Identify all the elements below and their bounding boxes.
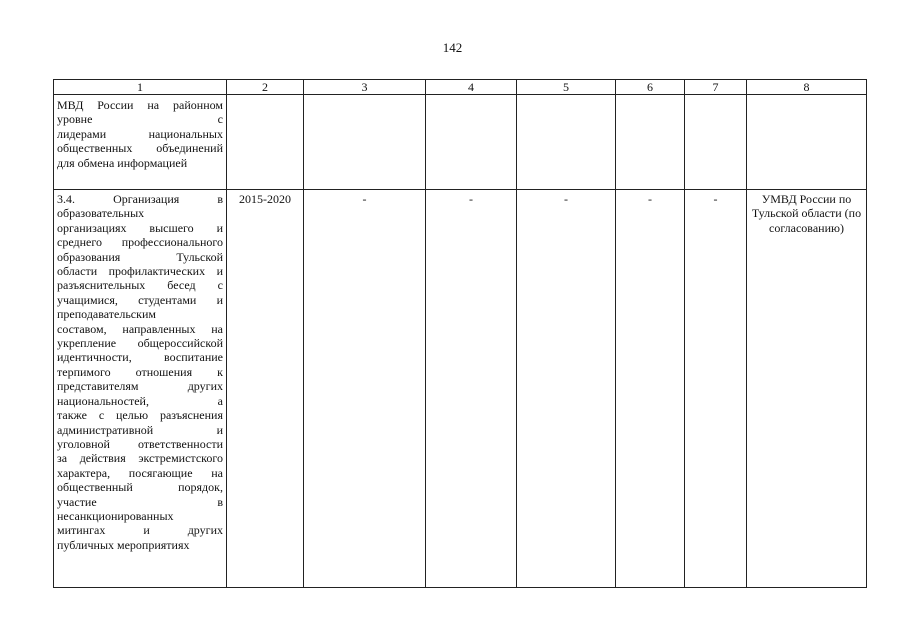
desc-line: образования Тульской <box>57 249 223 264</box>
desc-line: лидерами национальных <box>57 126 223 141</box>
executor-cell: УМВД России по Тульской области (по согласованию) <box>747 190 867 588</box>
row2-description <box>54 190 227 588</box>
desc-line: организациях высшего и <box>57 220 223 235</box>
row1-cell-8 <box>747 95 867 190</box>
desc-line: за действия экстремистского <box>57 451 223 466</box>
desc-line: области профилактических и <box>57 264 223 279</box>
desc-line: среднего профессионального <box>57 235 223 250</box>
desc-line: административной и <box>57 422 223 437</box>
col-header-1: 1 <box>54 80 227 95</box>
desc-line: также с целью разъяснения <box>57 408 223 423</box>
desc-line: преподавательским <box>57 307 156 322</box>
table-row <box>54 95 867 190</box>
desc-line: 3.4. Организация в <box>57 192 223 206</box>
header-row <box>54 80 867 95</box>
col-header-3: 3 <box>304 80 426 95</box>
row2-cell-5: - <box>517 190 616 588</box>
desc-line: МВД России на районном <box>57 98 223 112</box>
col-header-2: 2 <box>227 80 304 95</box>
col-header-5: 5 <box>517 80 616 95</box>
row2-cell-3: - <box>304 190 426 588</box>
row2-cell-6: - <box>616 190 685 588</box>
page-number: 142 <box>442 40 463 55</box>
row1-cell-2 <box>227 95 304 190</box>
desc-line: разъяснительных бесед с <box>57 278 223 293</box>
desc-line: национальностей, а <box>57 393 223 408</box>
desc-line: несанкционированных <box>57 508 174 523</box>
col-header-6: 6 <box>616 80 685 95</box>
row1-description <box>54 95 227 190</box>
desc-line: участие в <box>57 494 223 509</box>
col-header-7: 7 <box>685 80 747 95</box>
col-header-4: 4 <box>426 80 517 95</box>
row2-cell-4: - <box>426 190 517 588</box>
desc-line: общественных объединений <box>57 141 223 156</box>
row1-cell-3 <box>304 95 426 190</box>
desc-line: терпимого отношения к <box>57 364 223 379</box>
measures-table <box>53 79 867 588</box>
desc-line: публичных мероприятиях <box>57 537 190 552</box>
row1-cell-6 <box>616 95 685 190</box>
table-row <box>54 190 867 588</box>
desc-line: идентичности, воспитание <box>57 350 223 365</box>
row1-cell-7 <box>685 95 747 190</box>
col-header-8: 8 <box>747 80 867 95</box>
desc-line: митингах и других <box>57 523 223 538</box>
row1-cell-5 <box>517 95 616 190</box>
row2-cell-7: - <box>685 190 747 588</box>
desc-line: представителям других <box>57 379 223 394</box>
desc-line: уровне с <box>57 112 223 127</box>
desc-line: составом, направленных на <box>57 321 223 336</box>
desc-line: характера, посягающие на <box>57 465 223 480</box>
desc-line: для обмена информацией <box>57 155 188 170</box>
row1-cell-4 <box>426 95 517 190</box>
desc-line: укрепление общероссийской <box>57 336 223 351</box>
period-cell: 2015-2020 <box>227 190 304 588</box>
desc-line: общественный порядок, <box>57 480 223 495</box>
desc-line: учащимися, студентами и <box>57 292 223 307</box>
desc-line: образовательных <box>57 206 145 221</box>
desc-line: уголовной ответственности <box>57 436 223 451</box>
